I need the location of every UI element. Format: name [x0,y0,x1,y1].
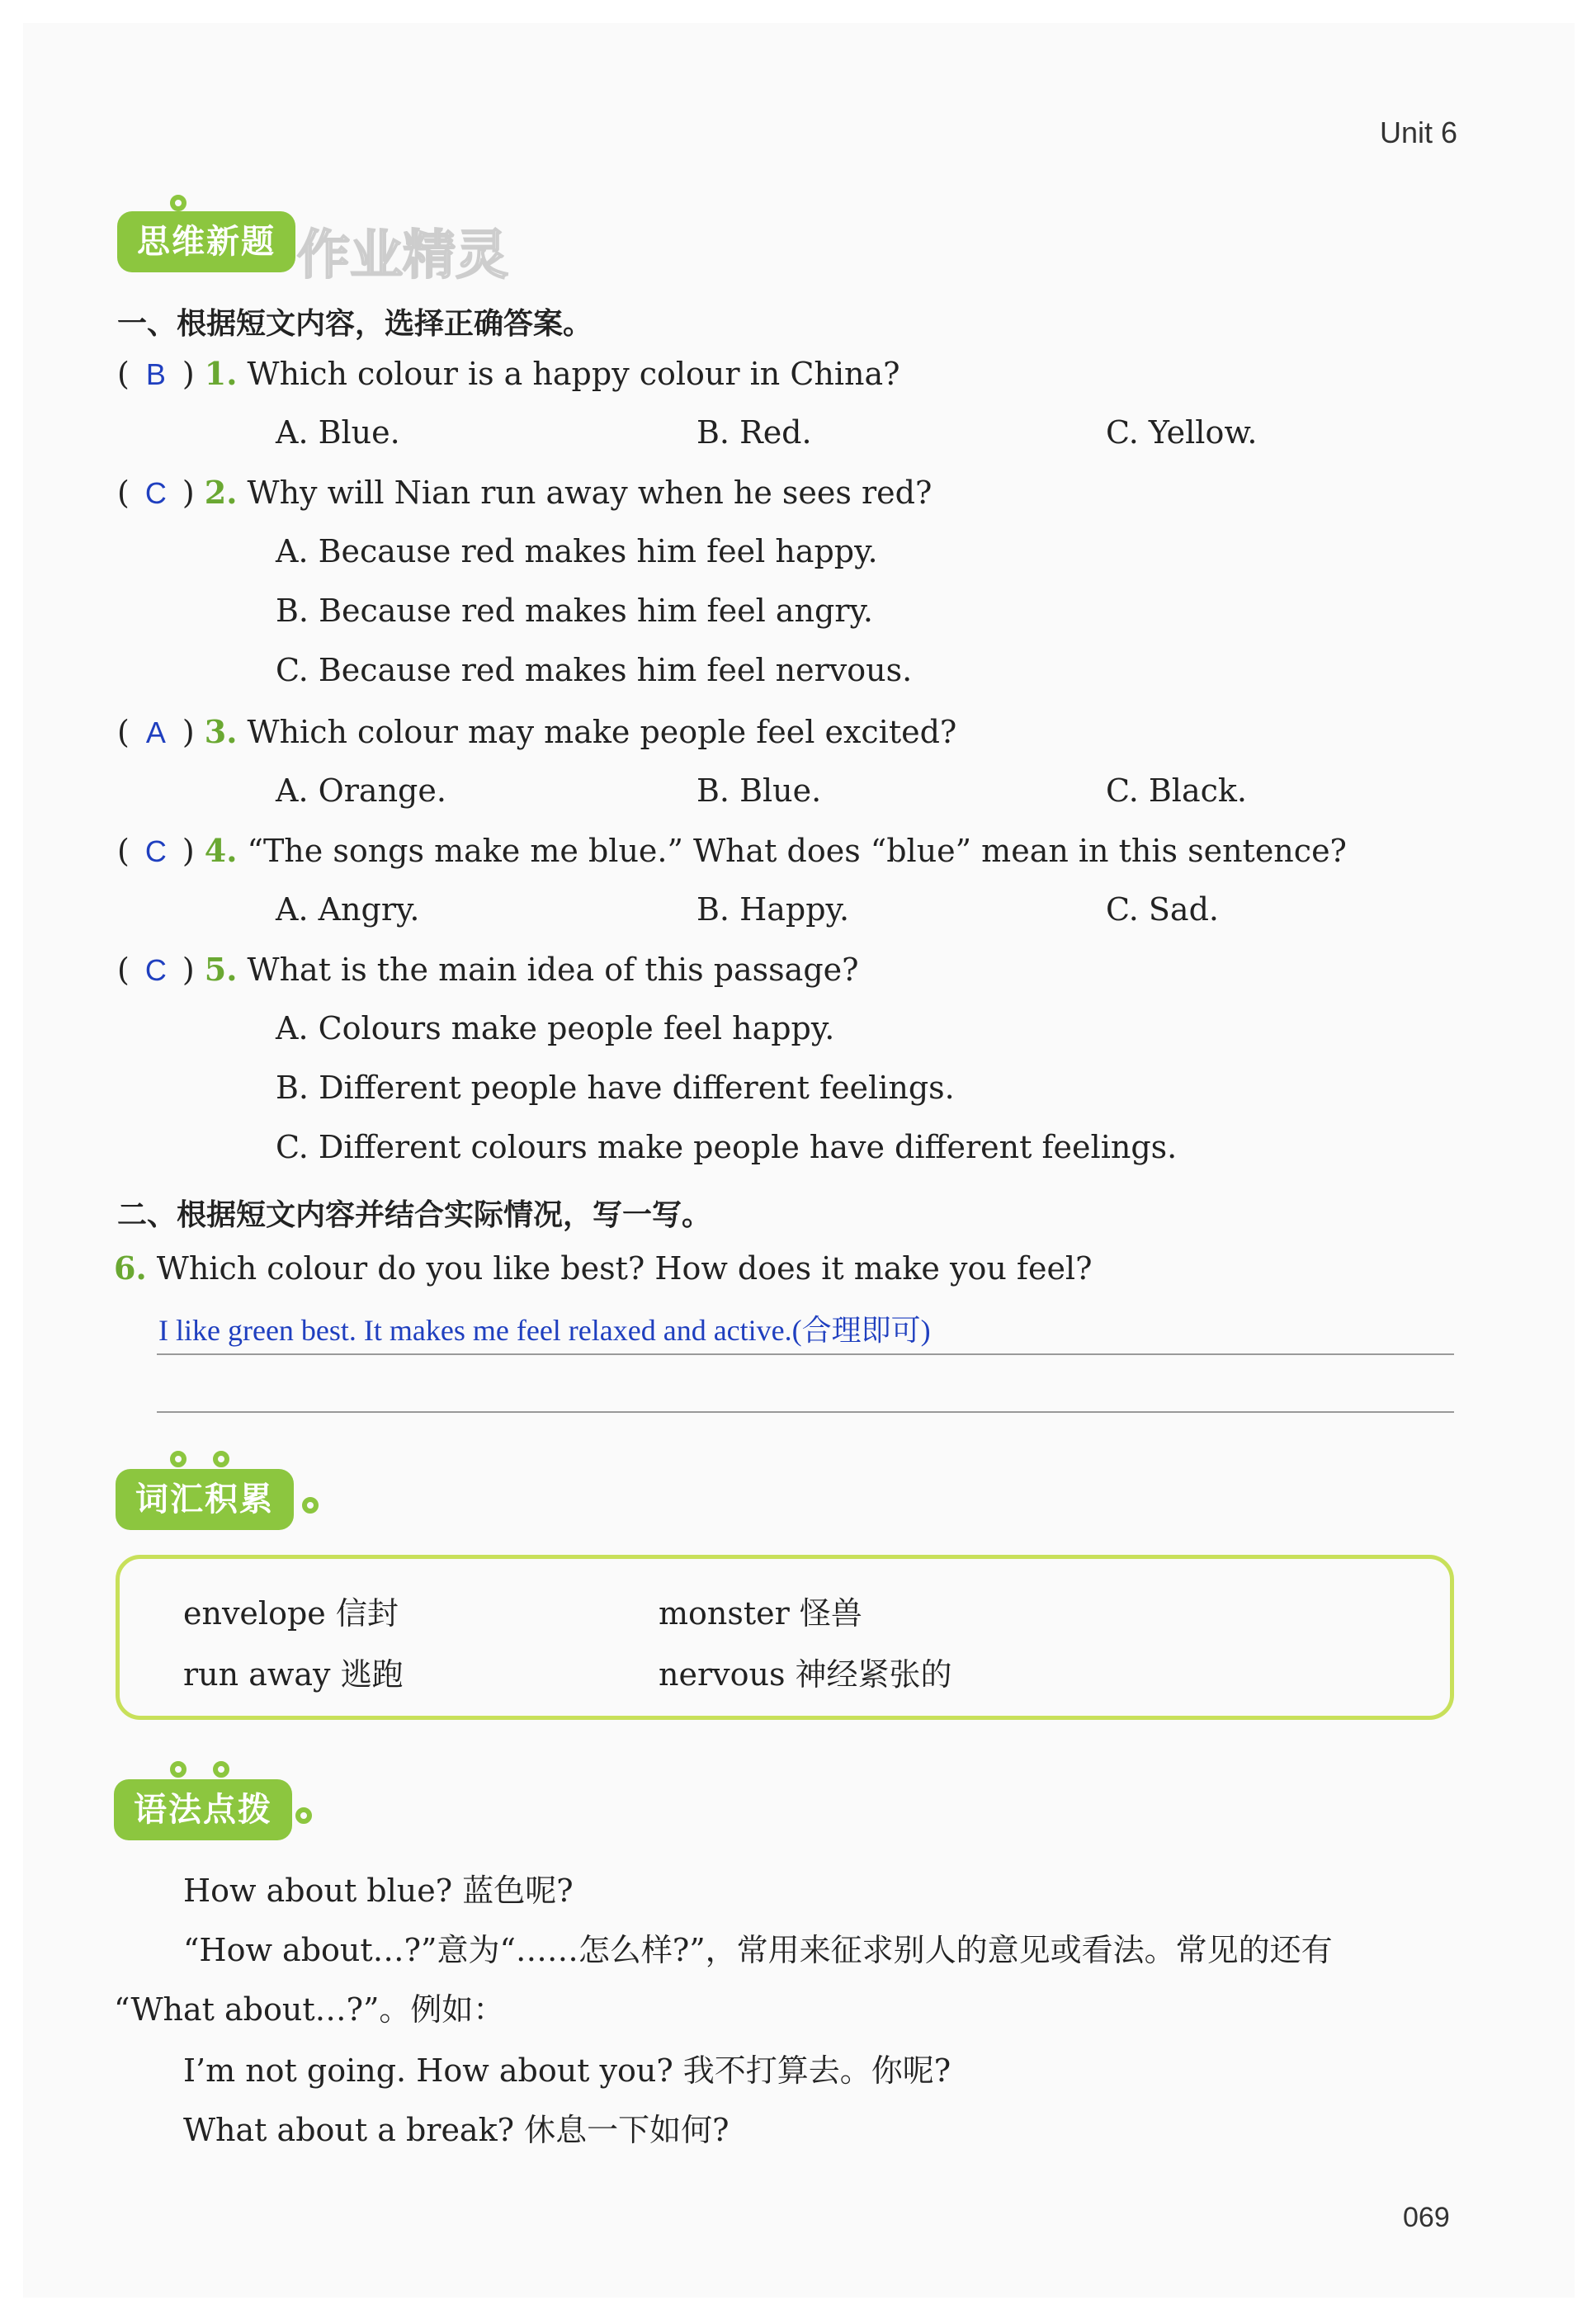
vocab-en: run away [183,1656,331,1693]
option-3a: A. Orange. [276,772,446,809]
vocab-en: envelope [183,1595,326,1632]
option-3c: C. Black. [1106,772,1247,809]
vocab-en: nervous [659,1656,786,1693]
question-number: 5. [204,951,238,988]
question-number: 1. [204,355,238,392]
option-5b: B. Different people have different feelings. [276,1070,955,1106]
option-1b: B. Red. [696,414,812,451]
sprout-icon [213,1761,229,1778]
vocab-item [183,1649,404,1694]
question-text: Which colour is a happy colour in China? [247,356,900,392]
unit-label: Unit 6 [1380,116,1458,149]
question-text: What is the main idea of this passage? [247,952,859,988]
option-5a: A. Colours make people feel happy. [276,1010,835,1046]
answer-1: B [145,357,166,391]
vocab-zh: 怪兽 [799,1595,862,1632]
section2-heading: 二、根据短文内容并结合实际情况，写一写。 [117,1198,712,1232]
sprout-icon [170,1451,187,1467]
paren-close: ) [182,714,195,750]
question-number: 4. [204,832,238,869]
curl-icon [302,1497,319,1514]
question-6 [114,1249,1092,1287]
sprout-icon [213,1451,229,1467]
option-3b: B. Blue. [696,772,822,809]
answer-4: C [144,834,167,868]
option-1a: A. Blue. [276,414,400,451]
paren-close: ) [182,356,195,392]
question-text: Which colour may make people feel excited? [247,714,957,750]
option-5c: C. Different colours make people have different feelings. [276,1129,1178,1165]
vocab-item [659,1649,952,1694]
vocab-zh: 逃跑 [340,1656,404,1693]
vocab-item [183,1588,399,1633]
vocab-zh: 神经紧张的 [795,1656,952,1693]
question-1 [117,355,900,392]
written-answer: I like green best. It makes me feel relaxed and active.(合理即可) [158,1314,931,1347]
option-2b: B. Because red makes him feel angry. [276,593,873,629]
watermark-text: 作业精灵 [297,225,508,286]
grammar-line: “How about…?”意为“……怎么样?”，常用来征求别人的意见或看法。常见的还有 [183,1932,1333,1968]
option-4a: A. Angry. [276,891,420,928]
section-badge-thinking: 思维新题 [117,211,295,272]
answer-3: A [145,716,166,749]
vocab-box [116,1555,1454,1720]
grammar-line: “What about…?”。例如： [114,1991,505,2028]
question-number: 6. [114,1249,147,1287]
section-badge-vocab: 词汇积累 [116,1469,294,1530]
sprout-icon [170,1761,187,1778]
paren-close: ) [182,475,195,511]
writing-line [157,1353,1454,1355]
page-number: 069 [1403,2202,1450,2233]
paren-open: ( [117,833,130,869]
section-badge-grammar: 语法点拨 [114,1779,292,1840]
answer-2: C [144,476,167,510]
paren-open: ( [117,356,130,392]
question-3 [117,713,956,750]
option-4b: B. Happy. [696,891,850,928]
grammar-line: I’m not going. How about you? 我不打算去。你呢? [183,2052,951,2089]
vocab-item [659,1588,862,1633]
question-text: “The songs make me blue.” What does “blue” mean in this sentence? [247,833,1347,869]
question-2 [117,474,932,511]
question-text: Why will Nian run away when he sees red? [247,475,933,511]
grammar-line: How about blue? 蓝色呢? [183,1873,574,1909]
question-number: 3. [204,713,238,750]
vocab-zh: 信封 [335,1595,399,1632]
question-5 [117,951,859,988]
option-2a: A. Because red makes him feel happy. [276,533,878,569]
paren-close: ) [182,833,195,869]
option-2c: C. Because red makes him feel nervous. [276,652,913,688]
curl-icon [295,1807,312,1824]
paren-open: ( [117,475,130,511]
grammar-line: What about a break? 休息一下如何? [183,2112,730,2148]
writing-line [157,1411,1454,1413]
section1-heading: 一、根据短文内容，选择正确答案。 [117,307,593,341]
paren-open: ( [117,952,130,988]
question-number: 2. [204,474,238,511]
sprout-icon [170,195,187,211]
paren-open: ( [117,714,130,750]
question-text: Which colour do you like best? How does it make you feel? [156,1250,1093,1287]
paren-close: ) [182,952,195,988]
option-1c: C. Yellow. [1106,414,1258,451]
question-4 [117,832,1347,869]
answer-5: C [144,953,167,987]
vocab-en: monster [659,1595,790,1632]
option-4c: C. Sad. [1106,891,1219,928]
